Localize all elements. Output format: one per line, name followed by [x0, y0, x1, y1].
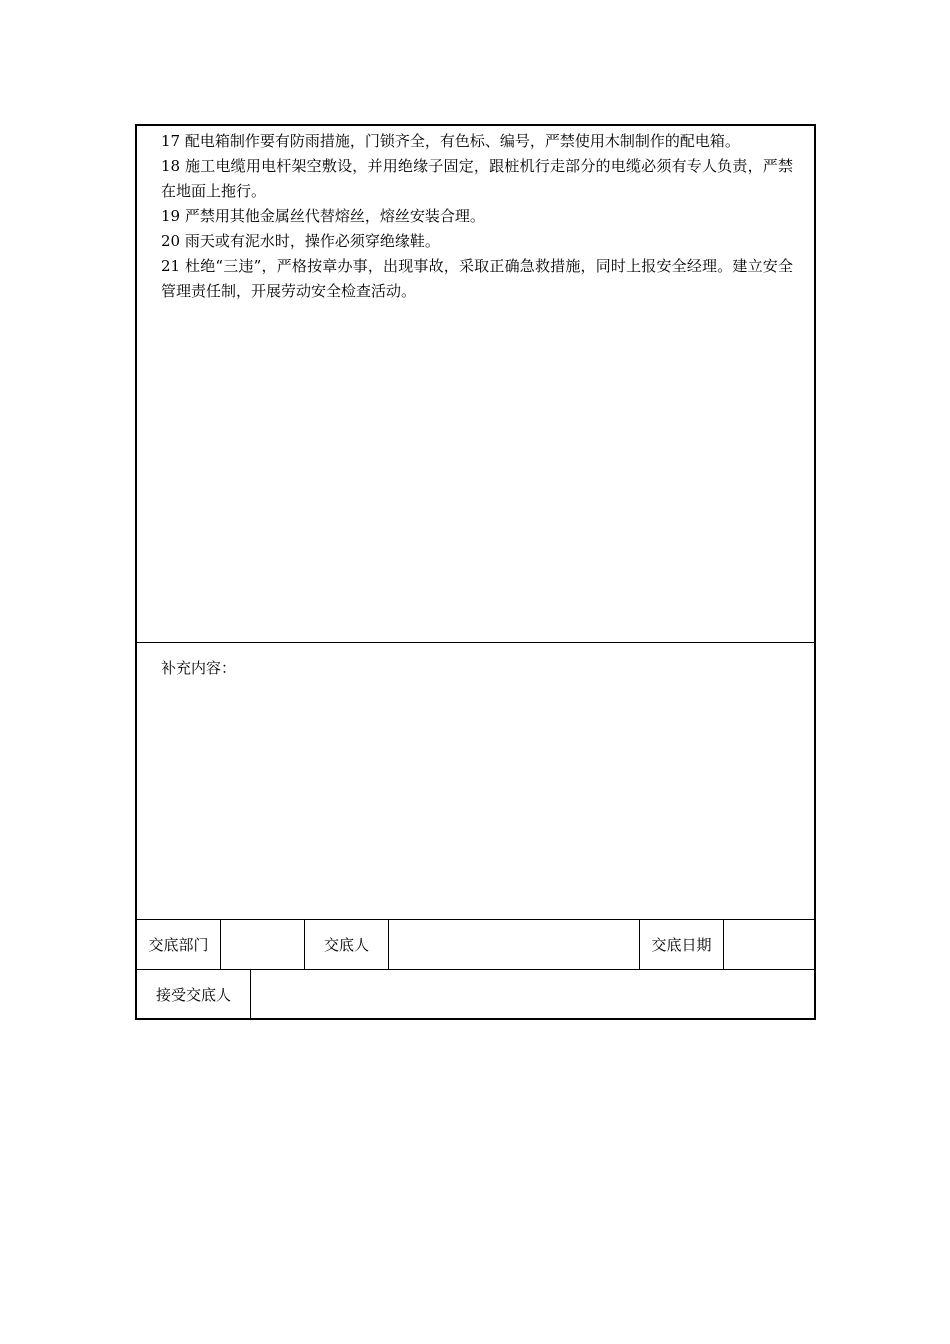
date-label: 交底日期	[640, 920, 724, 969]
receiver-field[interactable]	[251, 970, 814, 1018]
receiver-row	[137, 970, 814, 1018]
briefing-items	[161, 129, 793, 304]
date-field[interactable]	[724, 920, 814, 969]
receiver-label: 接受交底人	[137, 970, 251, 1018]
briefing-item-18: 18 施工电缆用电杆架空敷设，并用绝缘子固定，跟桩机行走部分的电缆必须有专人负责，严禁在地面上拖行。	[161, 157, 793, 200]
person-field[interactable]	[389, 920, 640, 969]
supplement-section[interactable]	[137, 644, 814, 920]
briefing-item-20: 20 雨天或有泥水时，操作必须穿绝缘鞋。	[161, 232, 440, 250]
department-label: 交底部门	[137, 920, 221, 969]
briefing-item-21: 21 杜绝“三违”，严格按章办事，出现事故，采取正确急救措施，同时上报安全经理。建立安全管理责任制，开展劳动安全检查活动。	[161, 257, 793, 300]
briefing-content-section	[137, 126, 814, 643]
department-field[interactable]	[221, 920, 305, 969]
person-label: 交底人	[305, 920, 389, 969]
supplement-label: 补充内容：	[161, 659, 237, 677]
briefing-info-row	[137, 920, 814, 970]
briefing-item-19: 19 严禁用其他金属丝代替熔丝，熔丝安装合理。	[161, 207, 485, 225]
safety-briefing-form	[135, 124, 816, 1020]
briefing-item-17: 17 配电箱制作要有防雨措施，门锁齐全，有色标、编号，严禁使用木制制作的配电箱。	[161, 132, 740, 150]
